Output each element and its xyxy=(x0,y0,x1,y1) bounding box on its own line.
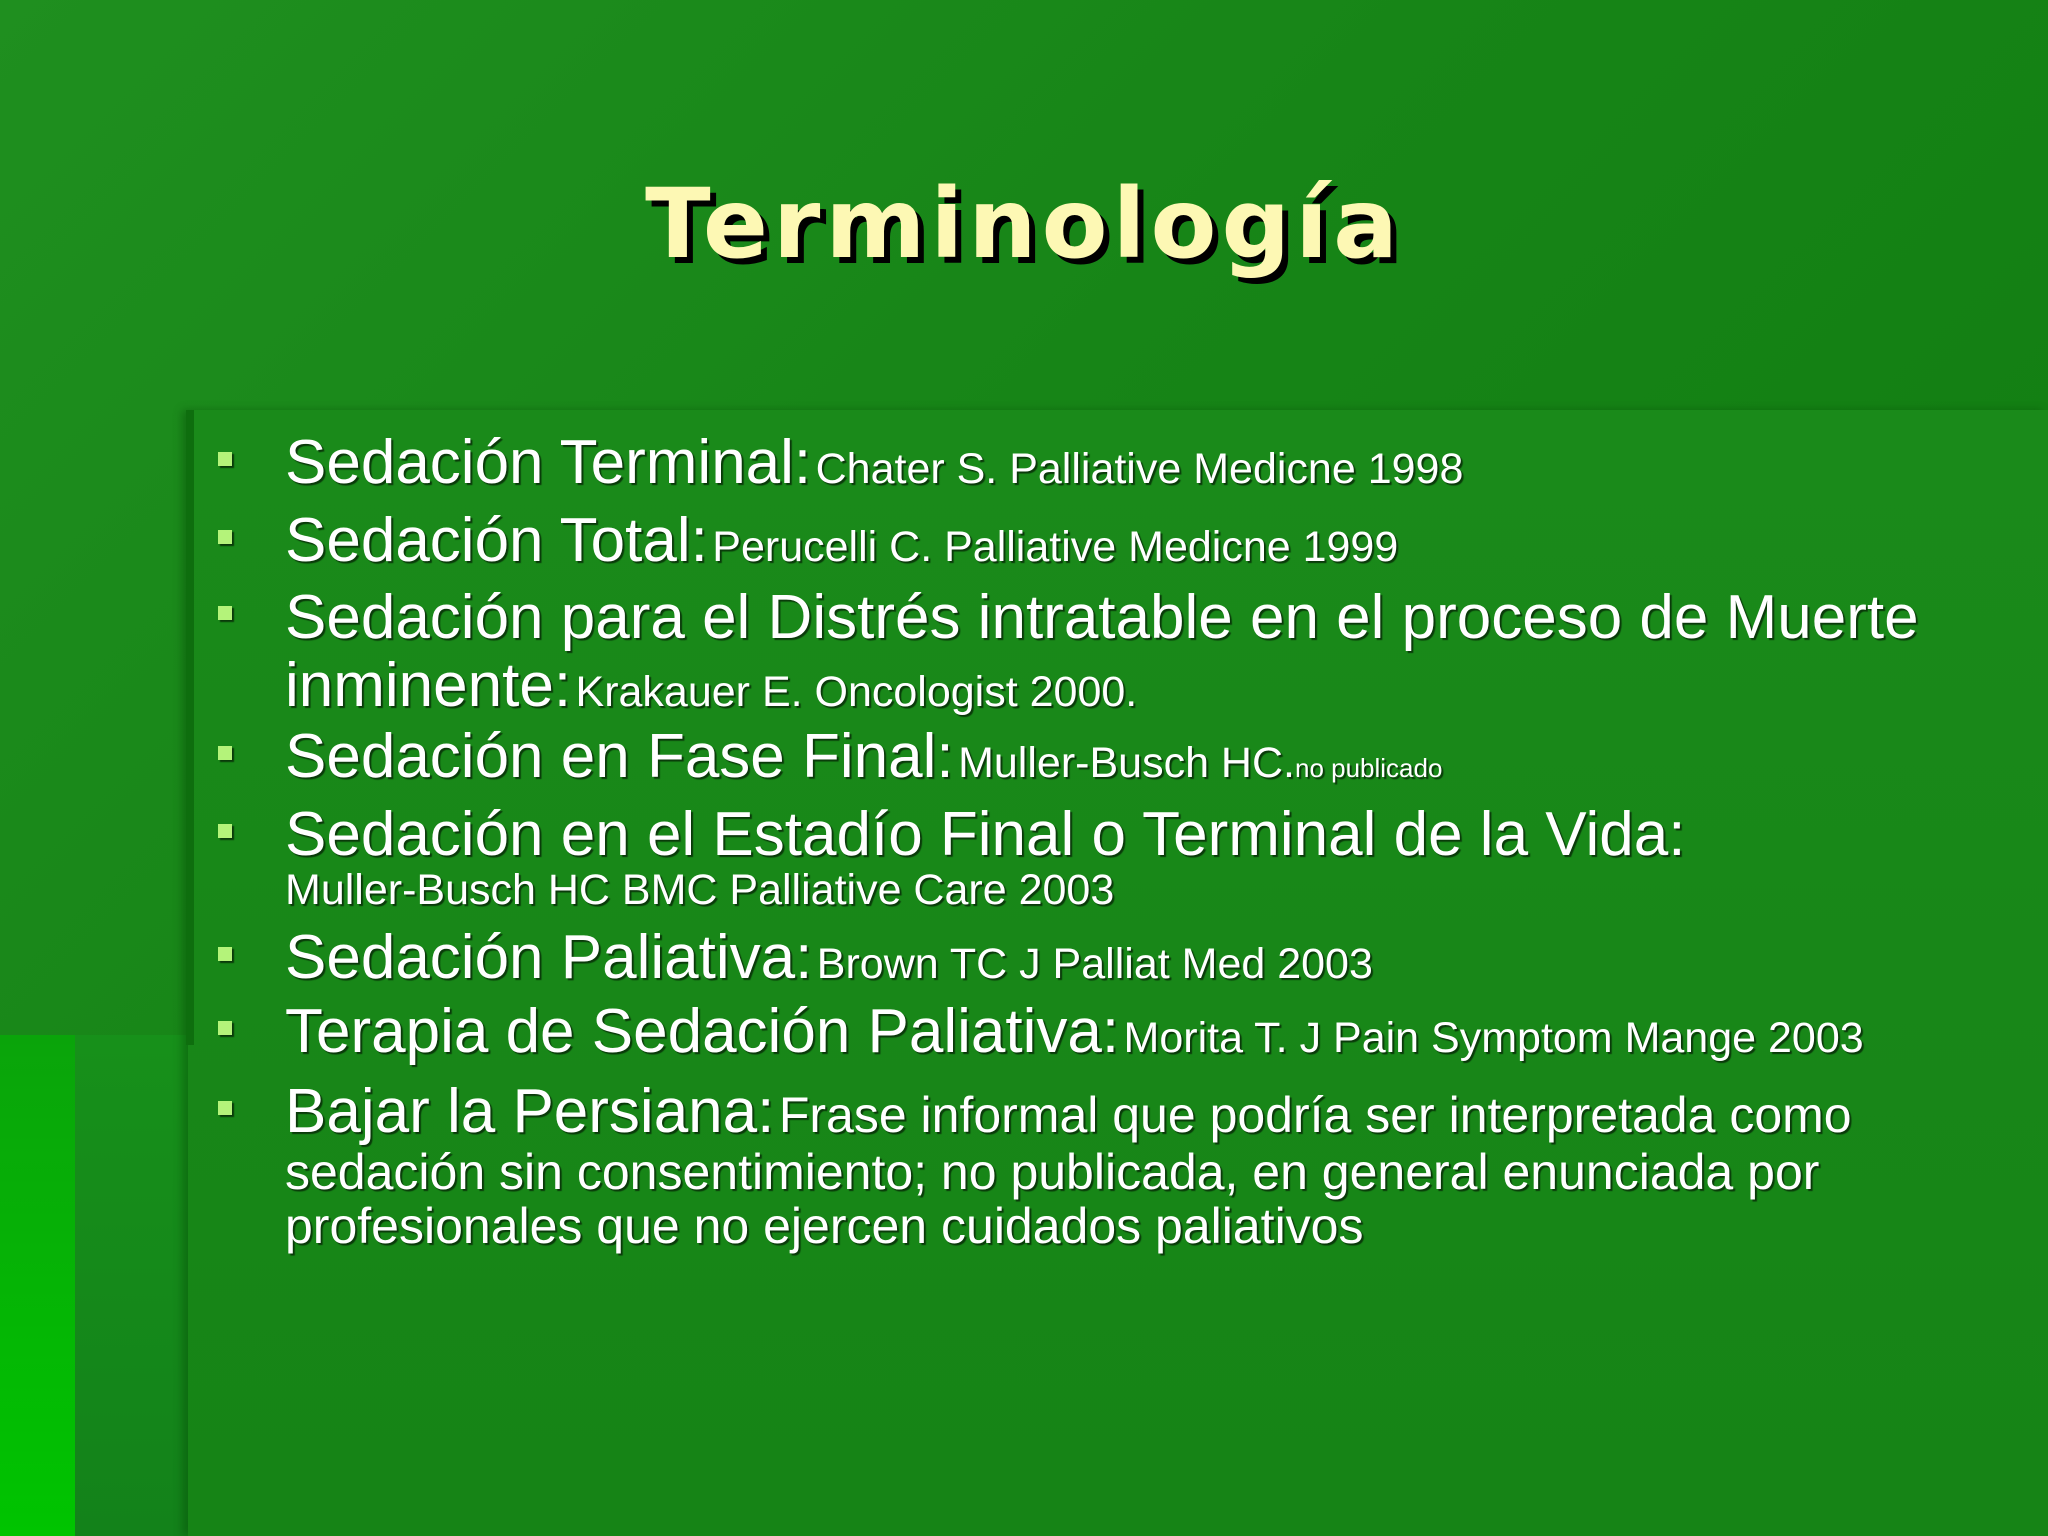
square-bullet-icon xyxy=(218,1101,232,1115)
list-item xyxy=(210,1079,2030,1253)
term-label: Sedación para el Distrés intratable en el proceso de Muerte inminente: xyxy=(285,583,1919,720)
term-label: Sedación en Fase Final: xyxy=(285,722,954,791)
square-bullet-icon xyxy=(218,947,232,961)
term-reference: Krakauer E. Oncologist 2000. xyxy=(575,668,1138,716)
term-reference: Morita T. J Pain Symptom Mange 2003 xyxy=(1123,1014,1864,1062)
term-reference: Chater S. Palliative Medicne 1998 xyxy=(815,445,1464,493)
term-label: Sedación Total: xyxy=(285,506,708,575)
list-item xyxy=(210,430,2030,496)
term-label: Sedación Terminal: xyxy=(285,428,812,497)
square-bullet-icon xyxy=(218,452,232,466)
list-item xyxy=(210,724,2030,790)
term-reference: Muller-Busch HC. xyxy=(958,739,1295,787)
term-label: Bajar la Persiana: xyxy=(285,1077,775,1146)
term-label: Sedación Paliativa: xyxy=(285,923,813,992)
term-label: Sedación en el Estadío Final o Terminal de la Vida: xyxy=(285,800,1686,869)
list-item xyxy=(210,925,2030,991)
square-bullet-icon xyxy=(218,824,232,838)
background-left-strip xyxy=(0,1035,80,1536)
square-bullet-icon xyxy=(218,746,232,760)
term-reference: Muller-Busch HC BMC Palliative Care 2003 xyxy=(285,866,1115,914)
list-item xyxy=(210,802,2030,913)
square-bullet-icon xyxy=(218,530,232,544)
list-item xyxy=(210,508,2030,574)
term-reference-note: no publicado xyxy=(1294,753,1443,783)
term-label: Terapia de Sedación Paliativa: xyxy=(285,997,1120,1066)
terminology-list xyxy=(210,430,2030,1253)
list-item xyxy=(210,999,2030,1065)
term-reference: Brown TC J Palliat Med 2003 xyxy=(816,940,1373,988)
square-bullet-icon xyxy=(218,606,232,620)
list-item xyxy=(210,584,2030,720)
term-reference: Perucelli C. Palliative Medicne 1999 xyxy=(712,523,1399,571)
background-panel-edge xyxy=(186,410,194,1045)
term-description: Frase informal que podría ser interpretada como sedación sin consentimiento; no publicada, en general enunciada por profesionales que no ejercen cuidados paliativos xyxy=(285,1087,1852,1254)
square-bullet-icon xyxy=(218,1021,232,1035)
slide-title: Terminología xyxy=(645,168,1403,280)
